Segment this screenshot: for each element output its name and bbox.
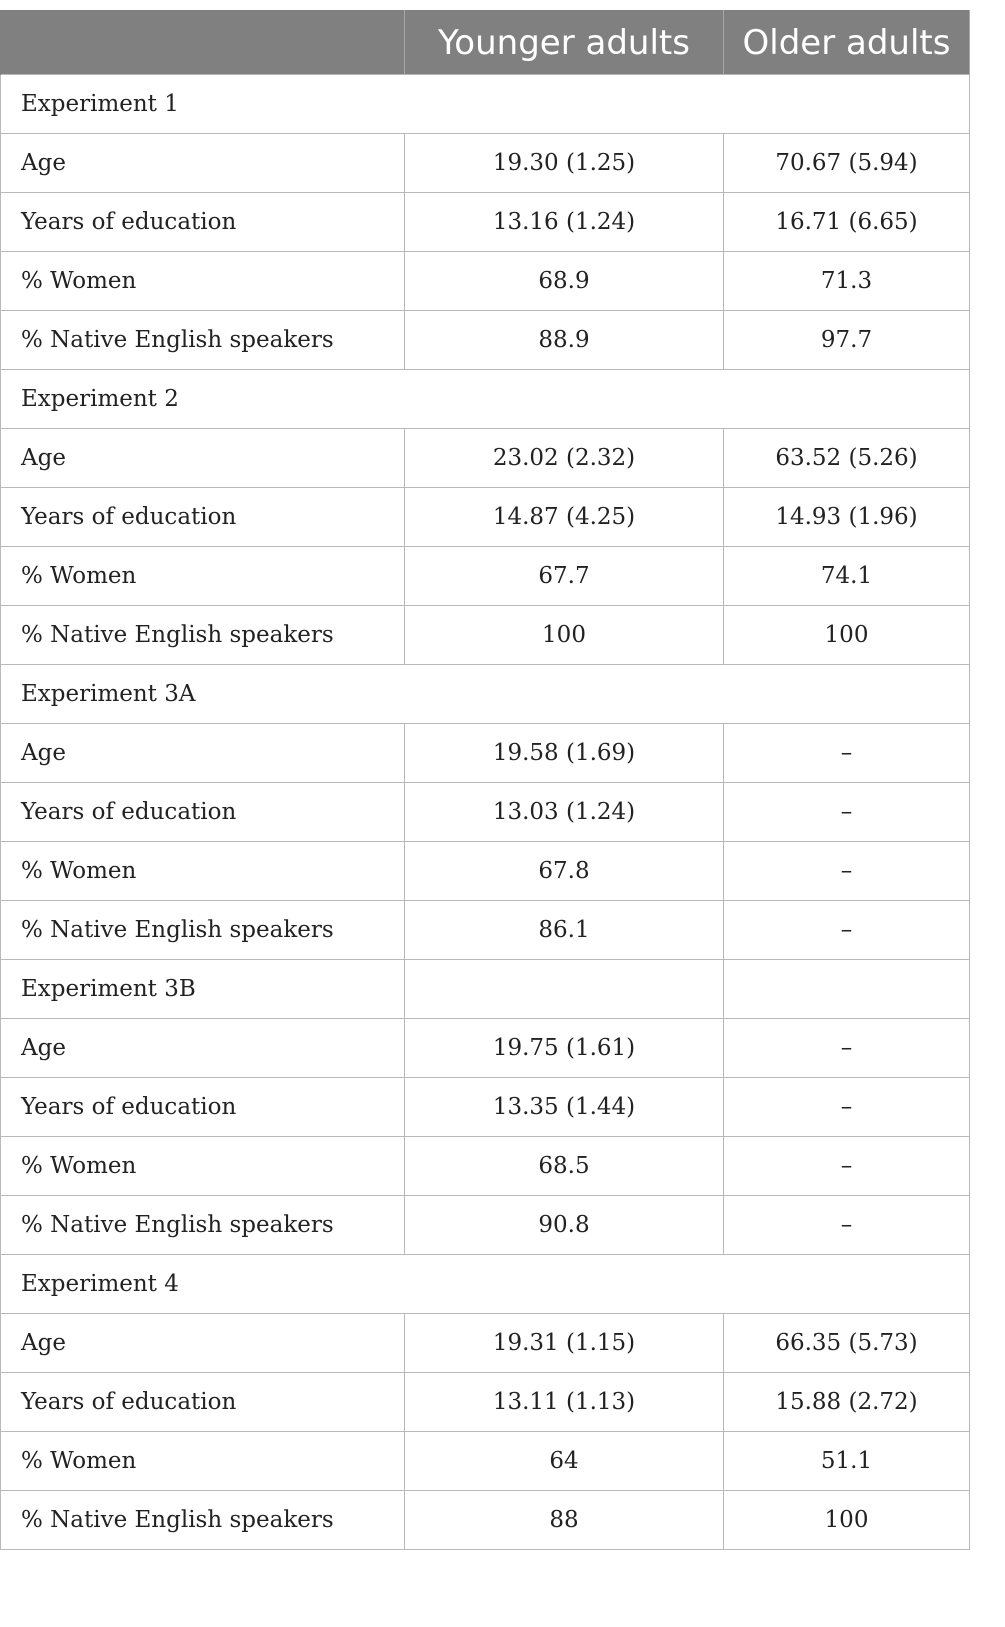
table-row <box>1 1432 970 1491</box>
older-adults-value: – <box>724 1196 970 1255</box>
table-row <box>1 429 970 488</box>
younger-adults-value: 88.9 <box>405 311 724 370</box>
participant-demographics-table <box>0 10 970 1550</box>
section-blank-cell <box>724 960 970 1019</box>
section-header-row <box>1 75 970 134</box>
older-adults-value: – <box>724 1019 970 1078</box>
table-row <box>1 134 970 193</box>
younger-adults-value: 90.8 <box>405 1196 724 1255</box>
header-row <box>1 11 970 75</box>
younger-adults-value: 13.11 (1.13) <box>405 1373 724 1432</box>
table-row <box>1 1373 970 1432</box>
older-adults-value: – <box>724 724 970 783</box>
table-row <box>1 1019 970 1078</box>
header-younger-adults: Younger adults <box>405 11 724 75</box>
section-title: Experiment 3A <box>1 665 970 724</box>
table-row <box>1 1196 970 1255</box>
row-label: % Native English speakers <box>1 1491 405 1550</box>
younger-adults-value: 23.02 (2.32) <box>405 429 724 488</box>
younger-adults-value: 19.30 (1.25) <box>405 134 724 193</box>
row-label: Age <box>1 724 405 783</box>
older-adults-value: 15.88 (2.72) <box>724 1373 970 1432</box>
section-header-row <box>1 665 970 724</box>
younger-adults-value: 19.75 (1.61) <box>405 1019 724 1078</box>
header-older-adults: Older adults <box>724 11 970 75</box>
row-label: Age <box>1 1314 405 1373</box>
section-title: Experiment 3B <box>1 960 405 1019</box>
older-adults-value: 63.52 (5.26) <box>724 429 970 488</box>
older-adults-value: – <box>724 842 970 901</box>
older-adults-value: 66.35 (5.73) <box>724 1314 970 1373</box>
table-row <box>1 547 970 606</box>
younger-adults-value: 13.35 (1.44) <box>405 1078 724 1137</box>
section-blank-cell <box>405 960 724 1019</box>
younger-adults-value: 64 <box>405 1432 724 1491</box>
older-adults-value: 100 <box>724 1491 970 1550</box>
younger-adults-value: 86.1 <box>405 901 724 960</box>
row-label: Age <box>1 429 405 488</box>
row-label: % Native English speakers <box>1 901 405 960</box>
row-label: % Native English speakers <box>1 1196 405 1255</box>
table-row <box>1 842 970 901</box>
younger-adults-value: 19.58 (1.69) <box>405 724 724 783</box>
row-label: % Women <box>1 842 405 901</box>
section-title: Experiment 1 <box>1 75 970 134</box>
row-label: % Women <box>1 547 405 606</box>
section-title: Experiment 2 <box>1 370 970 429</box>
younger-adults-value: 68.5 <box>405 1137 724 1196</box>
older-adults-value: – <box>724 901 970 960</box>
row-label: % Women <box>1 1137 405 1196</box>
section-header-row <box>1 1255 970 1314</box>
section-header-row <box>1 370 970 429</box>
row-label: Age <box>1 1019 405 1078</box>
older-adults-value: 14.93 (1.96) <box>724 488 970 547</box>
older-adults-value: 70.67 (5.94) <box>724 134 970 193</box>
younger-adults-value: 13.03 (1.24) <box>405 783 724 842</box>
table-row <box>1 724 970 783</box>
younger-adults-value: 67.8 <box>405 842 724 901</box>
younger-adults-value: 19.31 (1.15) <box>405 1314 724 1373</box>
header-label-cell <box>1 11 405 75</box>
row-label: % Native English speakers <box>1 311 405 370</box>
section-title: Experiment 4 <box>1 1255 970 1314</box>
table-row <box>1 606 970 665</box>
row-label: Years of education <box>1 1373 405 1432</box>
table-row <box>1 193 970 252</box>
older-adults-value: 71.3 <box>724 252 970 311</box>
younger-adults-value: 88 <box>405 1491 724 1550</box>
row-label: Years of education <box>1 193 405 252</box>
older-adults-value: – <box>724 1078 970 1137</box>
older-adults-value: 16.71 (6.65) <box>724 193 970 252</box>
row-label: % Native English speakers <box>1 606 405 665</box>
table-row <box>1 252 970 311</box>
younger-adults-value: 100 <box>405 606 724 665</box>
table-row <box>1 311 970 370</box>
table-row <box>1 488 970 547</box>
table-row <box>1 1491 970 1550</box>
row-label: Years of education <box>1 783 405 842</box>
row-label: % Women <box>1 1432 405 1491</box>
older-adults-value: – <box>724 1137 970 1196</box>
row-label: Age <box>1 134 405 193</box>
older-adults-value: 97.7 <box>724 311 970 370</box>
older-adults-value: 100 <box>724 606 970 665</box>
table-row <box>1 1137 970 1196</box>
younger-adults-value: 13.16 (1.24) <box>405 193 724 252</box>
table-row <box>1 1078 970 1137</box>
section-header-row <box>1 960 970 1019</box>
table-header <box>1 11 970 75</box>
younger-adults-value: 68.9 <box>405 252 724 311</box>
table-row <box>1 1314 970 1373</box>
older-adults-value: – <box>724 783 970 842</box>
row-label: Years of education <box>1 1078 405 1137</box>
table-body <box>1 75 970 1550</box>
table-row <box>1 783 970 842</box>
older-adults-value: 51.1 <box>724 1432 970 1491</box>
row-label: Years of education <box>1 488 405 547</box>
table-row <box>1 901 970 960</box>
older-adults-value: 74.1 <box>724 547 970 606</box>
younger-adults-value: 14.87 (4.25) <box>405 488 724 547</box>
younger-adults-value: 67.7 <box>405 547 724 606</box>
row-label: % Women <box>1 252 405 311</box>
